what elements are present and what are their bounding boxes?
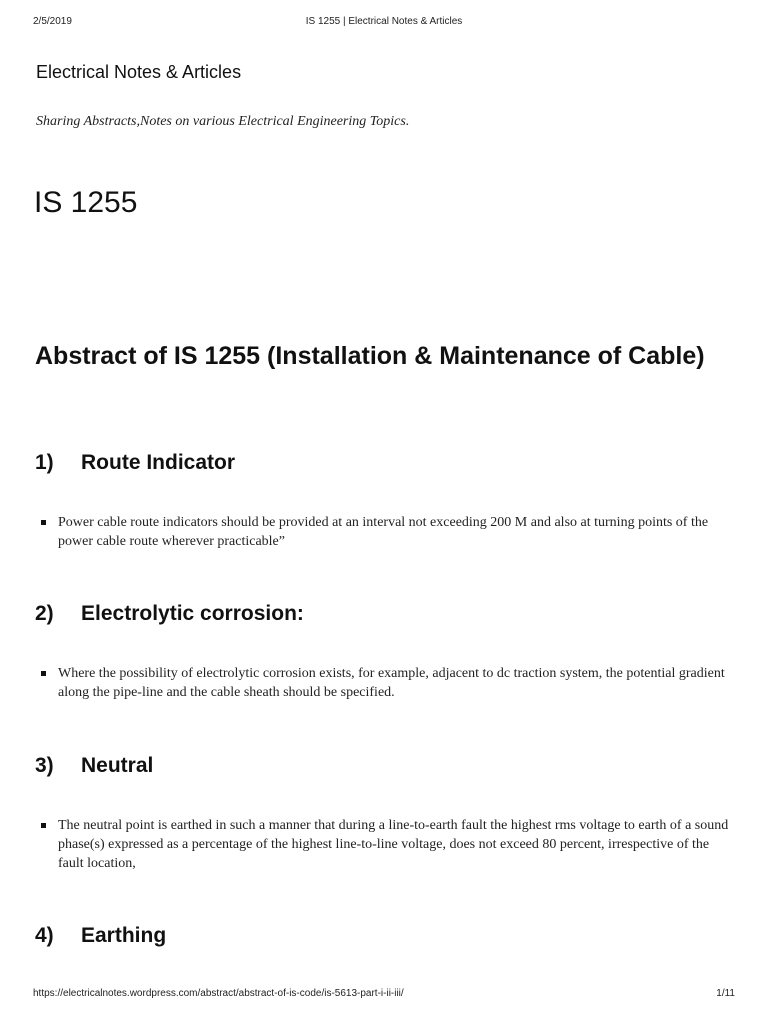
abstract-heading: Abstract of IS 1255 (Installation & Maintenance of Cable) [35,342,705,370]
print-date: 2/5/2019 [33,16,72,27]
section-heading-electrolytic-corrosion [35,602,304,626]
list-item [41,816,731,873]
bullet-square-icon [41,520,46,525]
section-heading-route-indicator [35,451,235,475]
section-title: Route Indicator [81,451,236,474]
list-item [41,513,731,551]
print-header [33,16,735,32]
section-number: 2) [35,602,54,625]
bullet-square-icon [41,671,46,676]
section-title: Earthing [81,924,167,947]
section-number: 3) [35,754,54,777]
section-heading-earthing [35,924,166,948]
section-number: 1) [35,451,54,474]
site-title[interactable]: Electrical Notes & Articles [36,62,242,82]
print-url[interactable]: https://electricalnotes.wordpress.com/abstract/abstract-of-is-code/is-5613-part-i-ii-iii/ [33,988,404,999]
list-item-text: The neutral point is earthed in such a manner that during a line-to-earth fault the highest rms voltage to earth of a sound phase(s) expressed as a percentage of the highest line-to-line voltage, does not exceed 80 percent, irrespective of the fault location, [58,818,729,871]
section-heading-neutral [35,754,153,778]
list-item-text: Power cable route indicators should be provided at an interval not exceeding 200 M and also at turning points of the power cable route wherever practicable” [58,515,709,549]
section-title: Electrolytic corrosion: [81,602,304,625]
section-number: 4) [35,924,54,947]
list-item [41,664,731,702]
site-tagline: Sharing Abstracts,Notes on various Electrical Engineering Topics. [36,114,410,129]
print-page-title: IS 1255 | Electrical Notes & Articles [305,16,463,27]
page-number: 1/11 [716,988,735,999]
bullet-square-icon [41,823,46,828]
page-title: IS 1255 [34,186,138,219]
list-item-text: Where the possibility of electrolytic corrosion exists, for example, adjacent to dc traction system, the potential gradient along the pipe-line and the cable sheath should be specified. [58,666,725,700]
print-footer [33,988,735,1002]
section-title: Neutral [81,754,154,777]
